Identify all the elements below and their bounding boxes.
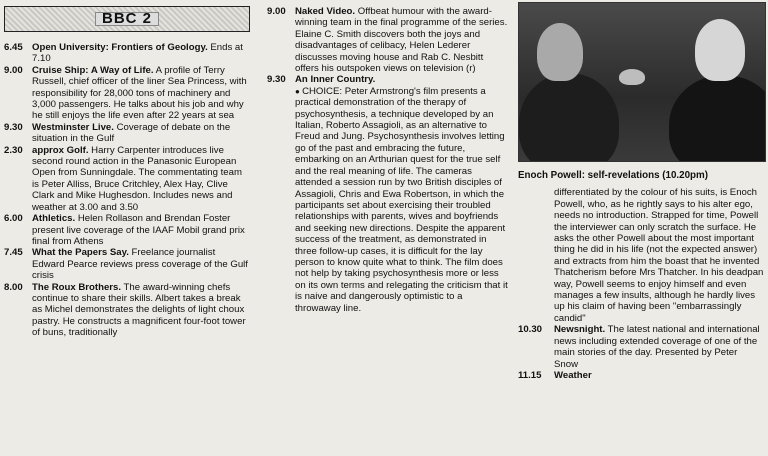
programme-time: 6.45 bbox=[4, 42, 23, 53]
programme-description bbox=[554, 324, 766, 370]
programme-text: Offbeat humour with the award-winning team in the final programme of the series. Elaine C. Smith discovers both the joys and disadvantages of celibacy, Helen Lederer discusses moving house and Rab C. Nesbitt offers his outspoken views on television (r) bbox=[295, 6, 508, 75]
programme-time: 7.45 bbox=[4, 247, 23, 259]
programme-description bbox=[32, 65, 254, 122]
programme-text: The award-winning chefs continue to share their skills. Albert takes a break as Michel demonstrates the delights of light choux pastry. He constructs a magnificent four-foot tower of buns, traditionally bbox=[32, 281, 246, 339]
programme-title: An Inner Country. bbox=[295, 74, 376, 86]
programme-text: Freelance journalist Edward Pearce reviews press coverage of the Gulf crisis bbox=[32, 247, 248, 282]
channel-name: BBC 2 bbox=[95, 12, 159, 25]
enoch-powell-photo bbox=[518, 2, 766, 162]
programme-title: approx Golf. bbox=[32, 144, 89, 156]
photo-figure-right-body bbox=[669, 75, 766, 162]
programme-time: 11.15 bbox=[518, 369, 542, 381]
programme-listing bbox=[4, 282, 254, 339]
programme-time: 8.00 bbox=[4, 281, 23, 293]
programme-description bbox=[295, 6, 512, 74]
programme-text: Helen Rollason and Brendan Foster present live coverage of the IAAF Mobil grand prix final from Athens bbox=[32, 213, 245, 247]
programme-text: Harry Carpenter introduces live second round action in the Panasonic European Open from Sunningdale. The commentating team is Peter Alliss, Bruce Critchley, Alex Hay, Clive Clark and Mike Hughesdon. Includes news and weather at 3.00 and 3.50 bbox=[32, 144, 242, 213]
programme-title: The Roux Brothers. bbox=[32, 281, 122, 293]
programme-description bbox=[554, 370, 766, 381]
listing-column-1 bbox=[4, 6, 254, 339]
programme-time: 9.00 bbox=[267, 6, 286, 17]
programme-title: Open University: Frontiers of Geology. bbox=[32, 42, 208, 53]
programme-listing bbox=[4, 122, 254, 145]
programme-description bbox=[32, 282, 254, 339]
programme-time: 9.30 bbox=[267, 74, 286, 86]
programme-time: 2.30 bbox=[4, 144, 23, 156]
photo-figure-left-head bbox=[537, 23, 583, 81]
programme-description bbox=[32, 42, 254, 65]
programme-listing bbox=[4, 213, 254, 247]
photo-figure-right-head bbox=[695, 19, 745, 81]
programme-listing bbox=[267, 6, 512, 74]
programme-listing bbox=[4, 145, 254, 213]
programme-time: 6.00 bbox=[4, 213, 23, 225]
listing-column-3 bbox=[518, 2, 766, 381]
programme-time: 9.00 bbox=[4, 64, 23, 76]
programme-description bbox=[32, 213, 254, 247]
programme-title: Naked Video. bbox=[295, 6, 356, 17]
choice-label: CHOICE: bbox=[302, 85, 343, 97]
programme-text: Ends at 7.10 bbox=[32, 42, 243, 65]
programme-text: Peter Armstrong's film presents a practical demonstration of the therapy of psychosynthesis, a technique developed by an Italian, Roberto Assagioli, as an alternative to Freud and Jung. Psychosynthesis involves letting go of the past and embracing the future, embarking on an Arthurian quest for the true self and the real meaning of life. The cameras attended a session run by two British disciples of Assagioli, Chris and Ewa Robertson, in which the participants set about exercising their troubled relationships with parents, wives and boyfriends and seeking new directions. Despite the apparent success of the treatment, as demonstrated in three follow-up cases, it is difficult for the lay person to know quite what to think. The film does not help by taking psychosynthesis more or less on its own terms and relegating the criticism that it is naive and dangerously optimistic to a throwaway line. bbox=[295, 85, 508, 314]
programme-description bbox=[32, 145, 254, 213]
programme-text: The latest national and international news including extended coverage of one of the main stories of the day. Presented by Peter Snow bbox=[554, 324, 760, 370]
programme-description bbox=[32, 122, 254, 145]
column-3-body bbox=[518, 187, 766, 381]
programme-title: What the Papers Say. bbox=[32, 247, 129, 259]
listing-column-2 bbox=[267, 6, 512, 314]
programme-text: A profile of Terry Russell, chief officer of the liner Sea Princess, with responsibility for 28,000 tons of machinery and 3,000 passengers. He talks about his job and why he still enjoys the life even after 22 years at sea bbox=[32, 64, 247, 122]
programme-listing bbox=[518, 370, 766, 381]
continued-review-text: differentiated by the colour of his suits, is Enoch Powell, who, as he rightly says to his alter ego, needs no introduction. Strapped for time, Powell the interviewer can only scratch the surface. He asks the other Powell about the most important thing he did in his life (not the expected answer) and extracts from him the boast that he invented Thatcherism before Mrs Thatcher. In his deadpan way, Powell seems to enjoy himself and even manages a few insults, although he hardly lives up his claim of having been "embarrassingly candid" bbox=[554, 187, 764, 324]
programme-listing bbox=[518, 324, 766, 370]
programme-time: 9.30 bbox=[4, 121, 23, 133]
photo-pointing-hand bbox=[619, 69, 645, 85]
programme-listing bbox=[267, 74, 512, 314]
programme-text: Coverage of debate on the situation in the Gulf bbox=[32, 121, 231, 145]
programme-listing bbox=[4, 65, 254, 122]
photo-figure-left-body bbox=[519, 73, 619, 162]
programme-listing bbox=[4, 42, 254, 65]
programme-title: Weather bbox=[554, 369, 592, 381]
programme-title: Cruise Ship: A Way of Life. bbox=[32, 64, 154, 76]
programme-title: Newsnight. bbox=[554, 324, 606, 336]
channel-header bbox=[4, 6, 250, 32]
programme-description bbox=[295, 74, 512, 314]
programme-time: 10.30 bbox=[518, 324, 543, 336]
programme-listing bbox=[4, 247, 254, 281]
programme-title: Westminster Live. bbox=[32, 121, 114, 133]
programme-title: Athletics. bbox=[32, 213, 76, 225]
photo-caption: Enoch Powell: self-revelations (10.20pm) bbox=[518, 170, 709, 181]
programme-description bbox=[32, 247, 254, 281]
choice-bullet-icon: ● bbox=[295, 86, 303, 96]
